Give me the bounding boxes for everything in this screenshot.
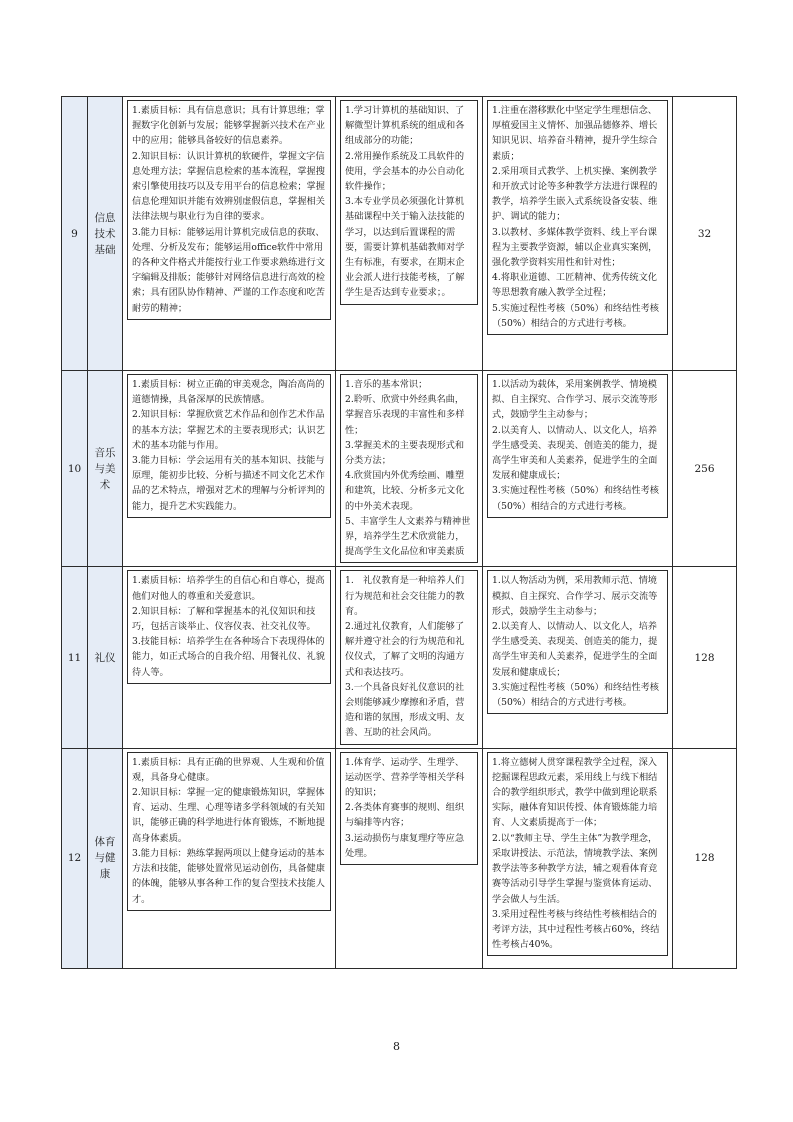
course-contents <box>340 752 478 865</box>
method-item: 2.以美育人、以情动人、以文化人，培养学生感受美、表现美、创造美的能力，提高学生审美和人美素养，促进学生的全面发展和健康成长； <box>492 424 658 482</box>
table-row <box>62 371 737 567</box>
goal-item: 2.知识目标：认识计算机的软硬件，掌握文字信息处理方法；掌握信息检索的基本流程，掌握搜索引擎使用技巧以及专用平台的信息检索；掌握信息伦理知识并能有效辨别虚假信息，掌握相关法律法规与职业行为自律的要求。 <box>132 150 325 223</box>
content-item: 3.一个具备良好礼仪意识的社会则能够减少摩擦和矛盾，营造和谐的氛围，形成文明、友善、互助的社会风尚。 <box>345 681 465 739</box>
content-item: 2.各类体育赛事的规则、组织与编排等内容； <box>345 802 465 829</box>
teaching-methods <box>487 374 668 518</box>
course-name: 体育与健康 <box>88 748 123 968</box>
teaching-methods <box>487 752 668 957</box>
course-hours: 256 <box>673 371 737 567</box>
content-item: 3.本专业学员必须强化计算机基础课程中关于输入法技能的学习，以达到后置课程的需要，需要计算机基础教师对学生有标准，有要求，在期末企业会派人进行技能考核，了解学生是否达到专业要求；。 <box>345 196 465 299</box>
method-item: 2.以美育人、以情动人、以文化人，培养学生感受美、表现美、创造美的能力，提高学生审美和人美素养，促进学生的全面发展和健康成长； <box>492 621 658 678</box>
goal-item: 3.能力目标：熟练掌握两项以上健身运动的基本方法和技能，能够处置常见运动创伤，具备健康的体魄，能够从事各种工作的复合型技术技能人才。 <box>132 847 325 905</box>
course-hours: 128 <box>673 748 737 968</box>
course-number: 9 <box>62 97 88 371</box>
content-item: 2.常用操作系统及工具软件的使用，学会基本的办公自动化软件操作； <box>345 150 465 193</box>
table-row <box>62 748 737 968</box>
content-item: 2.通过礼仪教育，人们能够了解并遵守社会的行为规范和礼仪仪式，了解了文明的沟通方式和表达技巧。 <box>345 621 465 678</box>
course-name: 礼仪 <box>88 567 123 748</box>
content-item: 4.欣赏国内外优秀绘画、雕塑和建筑，比较、分析多元文化的中外美术表现。 <box>345 470 465 512</box>
method-item: 5.实施过程性考核（50%）和终结性考核（50%）相结合的方式进行考核。 <box>492 302 659 329</box>
content-item: 1.体育学、运动学、生理学、运动医学、营养学等相关学科的知识； <box>345 756 465 799</box>
method-item: 1.注重在潜移默化中坚定学生理想信念、厚植爱国主义情怀、加强品德修养、增长知识见识、培养奋斗精神，提升学生综合素质； <box>492 105 658 162</box>
goal-item: 1.素质目标：具有正确的世界观、人生观和价值观，具备身心健康。 <box>132 756 325 783</box>
goal-item: 1.素质目标：具有信息意识；具有计算思维；掌握数字化创新与发展；能够掌握新兴技术在产业中的应用；能够具备较好的信息素养。 <box>132 105 325 147</box>
page-number: 8 <box>393 1040 400 1053</box>
goal-item: 3.能力目标：学会运用有关的基本知识、技能与原理，能初步比较、分析与描述不同文化艺术作品的艺术特点，增强对艺术的理解与分析评判的能力，提升艺术实践能力。 <box>132 455 325 512</box>
goal-item: 2.知识目标：了解和掌握基本的礼仪知识和技巧，包括言谈举止、仪容仪表、社交礼仪等。 <box>132 605 316 633</box>
course-goals <box>127 100 331 320</box>
course-contents <box>340 570 478 744</box>
course-hours: 128 <box>673 567 737 748</box>
course-number: 10 <box>62 371 88 567</box>
method-item: 3.以教材、多媒体教学资料、线上平台课程为主要教学资源，辅以企业真实案例，强化教学资料实用性和针对性； <box>492 226 658 269</box>
goal-item: 1.素质目标：树立正确的审美观念，陶冶高尚的道德情操，具备深厚的民族情感。 <box>132 379 325 406</box>
course-goals <box>127 752 331 911</box>
goal-item: 2.知识目标：掌握欣赏艺术作品和创作艺术作品的基本方法；掌握艺术的主要表现形式；认识艺术的基本功能与作用。 <box>132 409 325 451</box>
course-goals <box>127 374 331 518</box>
table-row <box>62 567 737 748</box>
method-item: 1.以人物活动为例，采用教师示范、情境模拟、自主探究、合作学习、展示交流等形式，鼓励学生主动参与； <box>492 575 658 617</box>
teaching-methods <box>487 100 668 335</box>
goal-item: 1.素质目标：培养学生的自信心和自尊心，提高他们对他人的尊重和关爱意识。 <box>132 575 325 602</box>
method-item: 4.将职业道德、工匠精神、优秀传统文化等思想教育融入教学全过程； <box>492 272 657 299</box>
content-item: 1.音乐的基本常识； <box>345 379 428 390</box>
content-item: 5、丰富学生人文素养与精神世界，培养学生艺术欣赏能力，提高学生文化品位和审美素质 <box>345 515 471 558</box>
method-item: 3.采用过程性考核与终结性考核相结合的考评方法，其中过程性考核占60%，终结性考核占40%。 <box>492 908 660 951</box>
goal-item: 2.知识目标：掌握一定的健康锻炼知识，掌握体育、运动、生理、心理等诸多学科领域的有关知识，能够正确的科学地进行体育锻炼，不断地提高身体素质。 <box>132 787 325 844</box>
content-item: 1. 礼仪教育是一种培养人们行为规范和社会交往能力的教育。 <box>345 575 465 617</box>
method-item: 2.以“教师主导、学生主体”为教学理念，采取讲授法、示范法，情境教学法、案例教学法等多种教学方法，辅之观看体育竞赛等活动引导学生掌握与鉴赏体育运动、学会做人与生活。 <box>492 832 658 905</box>
course-number: 12 <box>62 748 88 968</box>
goal-item: 3.能力目标：能够运用计算机完成信息的获取、处理、分析及发布；能够运用office软件中常用的各种文件格式并能按行业工作要求熟练进行文字编辑及排版；能够针对网络信息进行高效的检索；具有团队协作精神、严谨的工作态度和吃苦耐劳的精神； <box>132 226 325 314</box>
content-item: 3.掌握美术的主要表现形式和分类方法； <box>345 439 465 467</box>
content-item: 1.学习计算机的基础知识、了解微型计算机系统的组成和各组成部分的功能； <box>345 105 465 147</box>
course-name: 音乐与美术 <box>88 371 123 567</box>
method-item: 2.采用项目式教学、上机实操、案例教学和开放式讨论等多种教学方法进行课程的教学，培养学生嵌入式系统设备安装、维护、调试的能力； <box>492 165 658 223</box>
course-contents <box>340 100 478 305</box>
course-contents <box>340 374 478 563</box>
course-goals <box>127 570 331 683</box>
method-item: 3.实施过程性考核（50%）和终结性考核（50%）相结合的方式进行考核。 <box>492 485 659 512</box>
course-table <box>61 96 737 969</box>
course-hours: 32 <box>673 97 737 371</box>
course-number: 11 <box>62 567 88 748</box>
content-item: 3.运动损伤与康复理疗等应急处理。 <box>345 832 465 859</box>
method-item: 1.以活动为载体，采用案例教学、情境模拟、自主探究、合作学习、展示交流等形式，鼓励学生主动参与； <box>492 379 658 421</box>
method-item: 3.实施过程性考核（50%）和终结性考核（50%）相结合的方式进行考核。 <box>492 681 659 709</box>
table-row <box>62 97 737 371</box>
content-item: 2.聆听、欣赏中外经典名曲，掌握音乐表现的丰富性和多样性； <box>345 394 465 436</box>
method-item: 1.将立德树人贯穿课程教学全过程，深入挖掘课程思政元素，采用线上与线下相结合的教学组织形式，教学中做到理论联系实际，融体育知识传授、体育锻炼能力培育、人文素质提高于一体； <box>492 756 658 829</box>
teaching-methods <box>487 570 668 714</box>
goal-item: 3.技能目标：培养学生在各种场合下表现得体的能力，如正式场合的自我介绍、用餐礼仪、礼貌待人等。 <box>132 636 325 678</box>
course-name: 信息技术基础 <box>88 97 123 371</box>
